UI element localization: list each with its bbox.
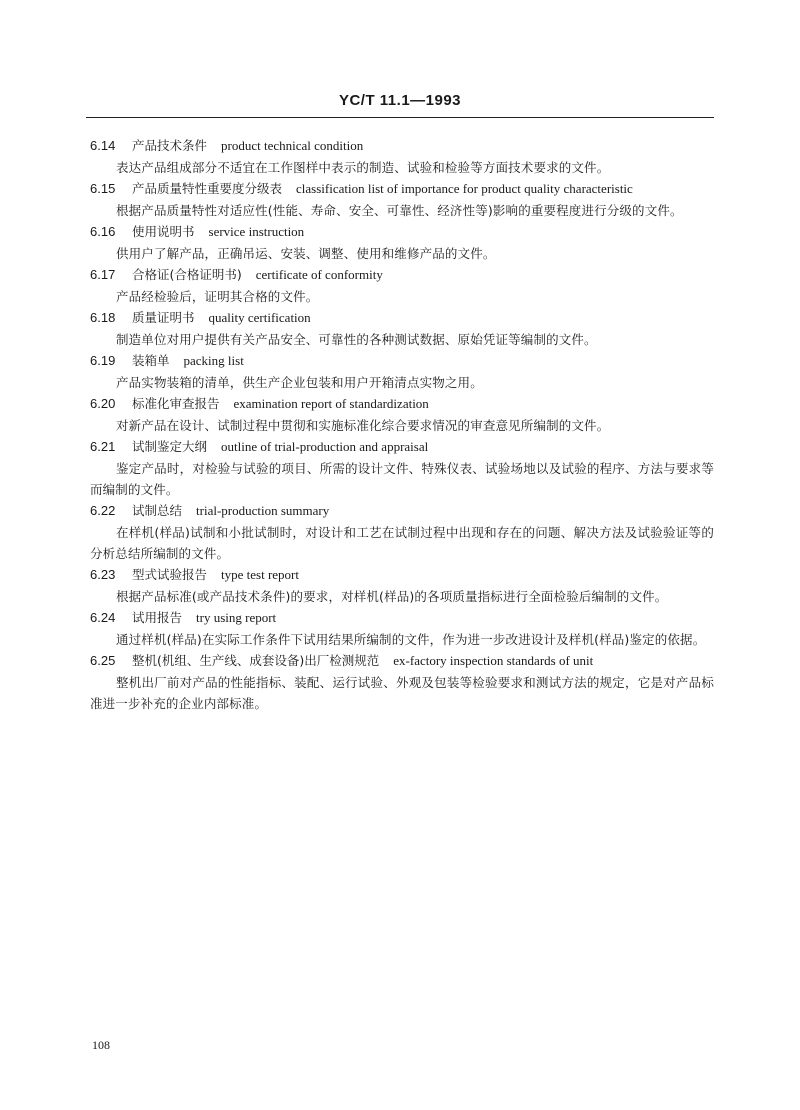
- term-heading: [90, 564, 714, 586]
- term-english: type test report: [221, 567, 299, 582]
- term-chinese: 合格证(合格证明书): [132, 267, 242, 282]
- term-entry-6-16: [90, 221, 714, 264]
- term-definition: 根据产品质量特性对适应性(性能、寿命、安全、可靠性、经济性等)影响的重要程度进行分级的文件。: [116, 203, 683, 218]
- term-number: 6.21: [90, 439, 116, 454]
- term-number: 6.15: [90, 181, 116, 196]
- term-number: 6.16: [90, 224, 116, 239]
- term-heading: [90, 221, 714, 243]
- term-english: service instruction: [208, 224, 305, 239]
- term-english: examination report of standardization: [233, 396, 429, 411]
- term-number: 6.20: [90, 396, 116, 411]
- term-definition: 在样机(样品)试制和小批试制时，对设计和工艺在试制过程中出现和存在的问题、解决方法及试验验证等的分析总结所编制的文件。: [90, 525, 714, 561]
- term-chinese: 试制总结: [132, 503, 183, 518]
- term-entry-6-23: [90, 564, 714, 607]
- term-entry-6-14: [90, 135, 714, 178]
- term-english: product technical condition: [221, 138, 364, 153]
- term-definition: 表达产品组成部分不适宜在工作图样中表示的制造、试验和检验等方面技术要求的文件。: [116, 160, 610, 175]
- term-chinese: 整机(机组、生产线、成套设备)出厂检测规范: [132, 653, 380, 668]
- term-english: certificate of conformity: [255, 267, 383, 282]
- term-number: 6.22: [90, 503, 116, 518]
- term-entry-6-17: [90, 264, 714, 307]
- term-chinese: 产品质量特性重要度分级表: [132, 181, 283, 196]
- document-code-header: YC/T 11.1—1993: [338, 92, 462, 109]
- term-english: ex-factory inspection standards of unit: [393, 653, 594, 668]
- terms-list: [90, 135, 714, 714]
- term-english: outline of trial-production and appraisal: [221, 439, 429, 454]
- term-chinese: 质量证明书: [132, 310, 195, 325]
- term-english: classification list of importance for product quality characteristic: [296, 181, 633, 196]
- term-english: packing list: [183, 353, 244, 368]
- term-chinese: 使用说明书: [132, 224, 195, 239]
- term-definition: 供用户了解产品，正确吊运、安装、调整、使用和维修产品的文件。: [116, 246, 496, 261]
- term-heading: [90, 650, 714, 672]
- term-definition: 产品实物装箱的清单，供生产企业包装和用户开箱清点实物之用。: [116, 375, 483, 390]
- term-definition: 根据产品标准(或产品技术条件)的要求，对样机(样品)的各项质量指标进行全面检验后编制的文件。: [116, 589, 668, 604]
- term-definition: 制造单位对用户提供有关产品安全、可靠性的各种测试数据、原始凭证等编制的文件。: [116, 332, 597, 347]
- term-english: trial-production summary: [196, 503, 330, 518]
- term-heading: [90, 135, 714, 157]
- term-definition: 对新产品在设计、试制过程中贯彻和实施标准化综合要求情况的审查意见所编制的文件。: [116, 418, 610, 433]
- term-number: 6.25: [90, 653, 116, 668]
- term-entry-6-24: [90, 607, 714, 650]
- term-chinese: 产品技术条件: [132, 138, 208, 153]
- term-heading: [90, 264, 714, 286]
- term-number: 6.24: [90, 610, 116, 625]
- term-heading: [90, 393, 714, 415]
- term-entry-6-25: [90, 650, 714, 714]
- term-chinese: 标准化审查报告: [132, 396, 220, 411]
- term-definition: 通过样机(样品)在实际工作条件下试用结果所编制的文件，作为进一步改进设计及样机(样品)鉴定的依据。: [116, 632, 706, 647]
- term-chinese: 装箱单: [132, 353, 170, 368]
- term-heading: [90, 436, 714, 458]
- term-number: 6.17: [90, 267, 116, 282]
- term-heading: [90, 500, 714, 522]
- term-definition: 整机出厂前对产品的性能指标、装配、运行试验、外观及包装等检验要求和测试方法的规定，它是对产品标准进一步补充的企业内部标准。: [90, 675, 714, 711]
- page-number: 108: [92, 1038, 110, 1052]
- term-heading: [90, 307, 714, 329]
- term-english: quality certification: [208, 310, 311, 325]
- term-chinese: 试用报告: [132, 610, 183, 625]
- term-definition: 产品经检验后，证明其合格的文件。: [116, 289, 319, 304]
- term-heading: [90, 350, 714, 372]
- term-number: 6.19: [90, 353, 116, 368]
- term-heading: [90, 178, 714, 200]
- term-number: 6.14: [90, 138, 116, 153]
- term-number: 6.18: [90, 310, 116, 325]
- term-entry-6-22: [90, 500, 714, 564]
- term-entry-6-20: [90, 393, 714, 436]
- term-english: try using report: [196, 610, 277, 625]
- term-chinese: 型式试验报告: [132, 567, 208, 582]
- header-rule: [86, 117, 714, 118]
- term-entry-6-19: [90, 350, 714, 393]
- term-chinese: 试制鉴定大纲: [132, 439, 208, 454]
- term-entry-6-18: [90, 307, 714, 350]
- term-number: 6.23: [90, 567, 116, 582]
- term-entry-6-21: [90, 436, 714, 500]
- term-definition: 鉴定产品时，对检验与试验的项目、所需的设计文件、特殊仪表、试验场地以及试验的程序、方法与要求等而编制的文件。: [90, 461, 714, 497]
- term-entry-6-15: [90, 178, 714, 221]
- term-heading: [90, 607, 714, 629]
